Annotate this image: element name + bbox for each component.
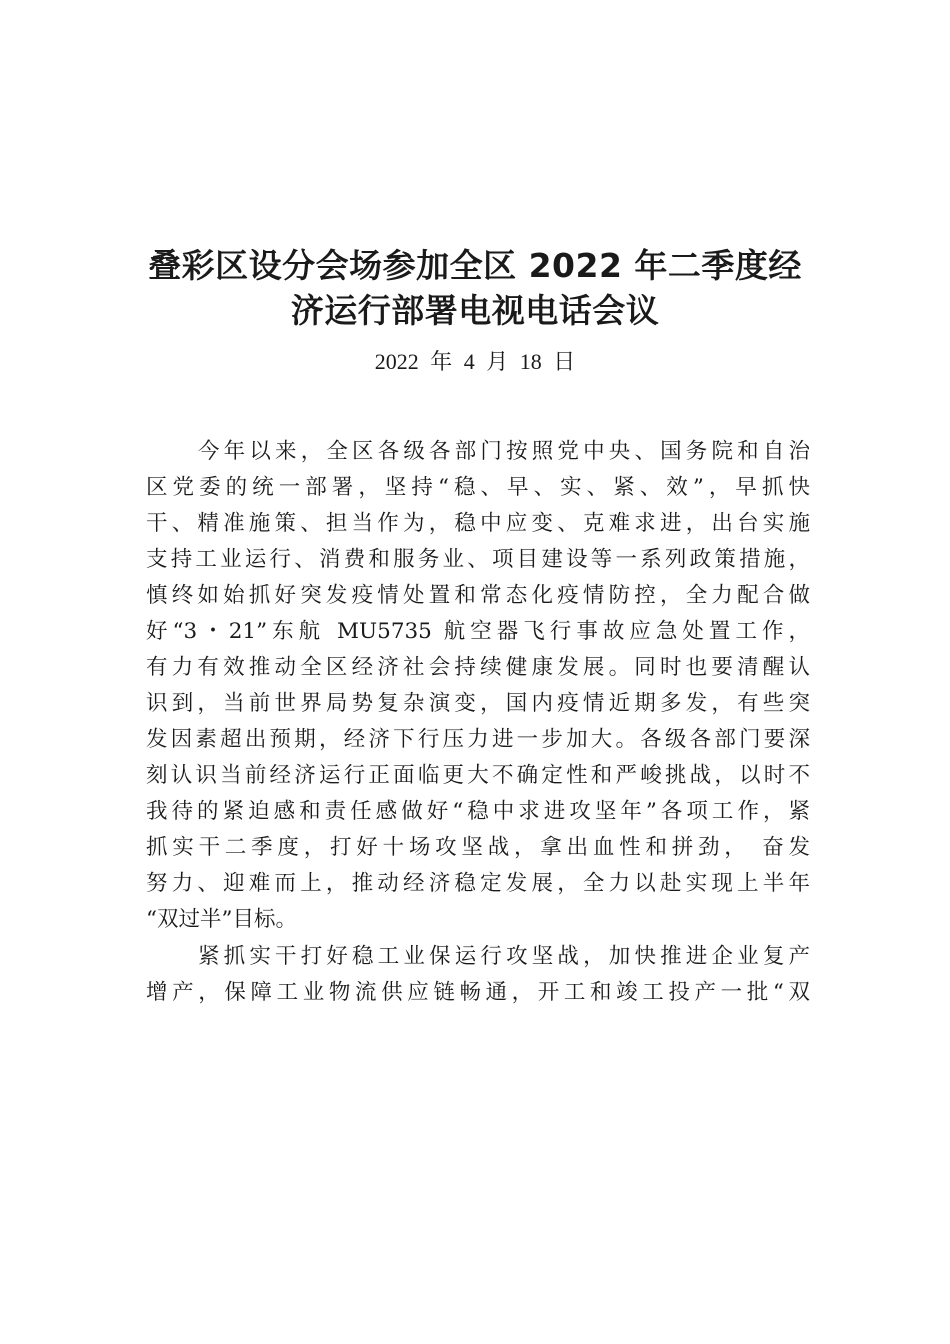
- paragraph-line: 紧抓实干打好稳工业保运行攻坚战，加快推进企业复产: [198, 944, 810, 969]
- paragraph-line: 发因素超出预期，经济下行压力进一步加大。各级各部门要深: [146, 727, 810, 752]
- paragraph-line: 今年以来，全区各级各部门按照党中央、国务院和自治: [198, 439, 810, 464]
- paragraph-line: 识到，当前世界局势复杂演变，国内疫情近期多发，有些突: [146, 691, 810, 716]
- paragraph-line: 区党委的统一部署，坚持“稳、早、实、紧、效”，早抓快: [146, 475, 810, 500]
- paragraph-line: 好“3・21”东航 MU5735 航空器飞行事故应急处置工作，: [146, 619, 810, 644]
- paragraph-line: 有力有效推动全区经济社会持续健康发展。同时也要清醒认: [146, 655, 810, 680]
- paragraph-line: 我待的紧迫感和责任感做好“稳中求进攻坚年”各项工作，紧: [146, 799, 810, 824]
- paragraph-line: 干、精准施策、担当作为，稳中应变、克难求进，出台实施: [146, 511, 810, 536]
- document-title-line-1: 叠彩区设分会场参加全区 2022 年二季度经: [148, 246, 802, 285]
- paragraph-line: 增产，保障工业物流供应链畅通，开工和竣工投产一批“双: [146, 980, 810, 1005]
- paragraph-line: 支持工业运行、消费和服务业、项目建设等一系列政策措施，: [146, 547, 810, 572]
- paragraph-line: 抓实干二季度，打好十场攻坚战，拿出血性和拼劲， 奋发: [146, 835, 810, 860]
- paragraph-line: “双过半”目标。: [146, 907, 297, 932]
- paragraph-line: 慎终如始抓好突发疫情处置和常态化疫情防控，全力配合做: [146, 583, 810, 608]
- document-title-line-2: 济运行部署电视电话会议: [290, 291, 660, 330]
- paragraph-line: 努力、迎难而上，推动经济稳定发展，全力以赴实现上半年: [146, 871, 810, 896]
- paragraph-line: 刻认识当前经济运行正面临更大不确定性和严峻挑战，以时不: [146, 763, 810, 788]
- document-date: 2022 年 4 月 18 日: [374, 349, 576, 374]
